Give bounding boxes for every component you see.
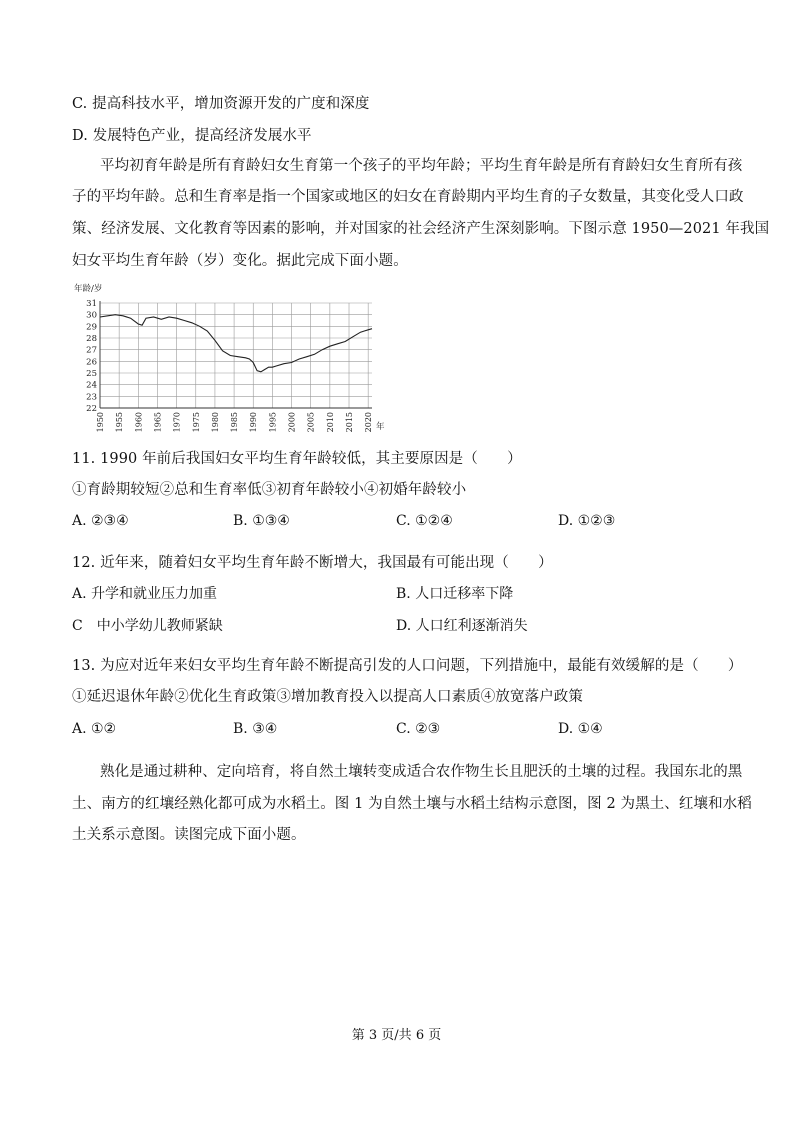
passage-1-line-2: 子的平均年龄。总和生育率是指一个国家或地区的妇女在育龄期内平均生育的子女数量，其变化受人口政 (72, 189, 744, 205)
y-tick-labels (86, 299, 97, 414)
x-tick-label-8: 1990 (249, 412, 259, 432)
x-tick-label-7: 1985 (230, 412, 240, 432)
q12-stem: 12. 近年来，随着妇女平均生育年龄不断增大，我国最有可能出现（ ） (72, 555, 553, 571)
q13-option-a: A. ①② (72, 721, 117, 737)
chart-grid (100, 303, 372, 408)
x-tick-label-5: 1975 (191, 412, 201, 432)
y-axis-label: 年龄/岁 (74, 284, 103, 294)
x-tick-label-2: 1960 (134, 412, 144, 432)
x-tick-label-14: 2020 (364, 412, 374, 432)
y-tick-label-5: 27 (86, 345, 97, 356)
y-tick-label-1: 23 (86, 392, 97, 403)
passage-2-line-3: 土关系示意图。读图完成下面小题。 (72, 827, 306, 843)
x-tick-label-10: 2000 (287, 412, 297, 432)
q11-option-b: B. ①③④ (233, 513, 290, 529)
q11-option-c: C. ①②④ (396, 513, 453, 529)
x-tick-labels (96, 412, 373, 432)
chart-axes (100, 301, 372, 408)
passage-1-line-1: 平均初育年龄是所有育龄妇女生育第一个孩子的平均年龄；平均生育年龄是所有育龄妇女生育所有孩 (100, 158, 743, 174)
y-tick-label-9: 31 (86, 299, 97, 309)
y-tick-label-6: 28 (86, 334, 97, 344)
x-tick-label-11: 2005 (306, 412, 316, 432)
q12-option-d: D. 人口红利逐渐消失 (396, 618, 528, 634)
option-d: D. 发展特色产业，提高经济发展水平 (72, 128, 312, 144)
x-tick-label-1: 1955 (115, 412, 125, 432)
y-tick-label-4: 26 (86, 357, 97, 368)
q11-option-d: D. ①②③ (558, 513, 616, 529)
q12-option-a: A. 升学和就业压力加重 (72, 586, 218, 602)
x-tick-label-6: 1980 (210, 412, 220, 432)
passage-1-line-4: 妇女平均生育年龄（岁）变化。据此完成下面小题。 (72, 253, 408, 269)
q13-option-b: B. ③④ (233, 721, 278, 737)
q12-option-b: B. 人口迁移率下降 (396, 586, 514, 602)
passage-1-line-3: 策、经济发展、文化教育等因素的影响，并对国家的社会经济产生深刻影响。下图示意 1950—2021 年我国 (72, 221, 770, 237)
x-tick-label-0: 1950 (96, 412, 105, 432)
q13-option-c: C. ②③ (396, 721, 441, 737)
option-c: C. 提高科技水平，增加资源开发的广度和深度 (72, 96, 370, 112)
y-tick-label-7: 29 (86, 322, 97, 333)
y-tick-label-0: 22 (86, 404, 97, 414)
q13-items: ①延迟退休年龄②优化生育政策③增加教育投入以提高人口素质④放宽落户政策 (72, 689, 583, 705)
y-tick-label-2: 24 (86, 380, 97, 391)
x-axis-label: 年 (376, 422, 385, 432)
passage-2-line-2: 土、南方的红壤经熟化都可成为水稻土。图 1 为自然土壤与水稻土结构示意图，图 2 为黑土、红壤和水稻 (72, 796, 752, 812)
q11-items: ①育龄期较短②总和生育率低③初育年龄较小④初婚年龄较小 (72, 482, 467, 498)
q13-stem: 13. 为应对近年来妇女平均生育年龄不断提高引发的人口问题，下列措施中，最能有效缓解的是（ ） (72, 658, 743, 674)
x-tick-label-12: 2010 (325, 412, 335, 432)
y-tick-label-8: 30 (86, 310, 97, 321)
q11-stem: 11. 1990 年前后我国妇女平均生育年龄较低，其主要原因是（ ） (72, 451, 522, 467)
series-line (100, 315, 372, 372)
y-tick-label-3: 25 (86, 369, 97, 379)
q13-option-d: D. ①④ (558, 721, 603, 737)
passage-2-line-1: 熟化是通过耕种、定向培育，将自然土壤转变成适合农作物生长且肥沃的土壤的过程。我国东北的黑 (100, 764, 743, 780)
q12-option-c: C 中小学幼儿教师紧缺 (72, 618, 223, 634)
x-tick-label-3: 1965 (153, 412, 163, 432)
x-tick-label-9: 1995 (268, 412, 278, 432)
q11-option-a: A. ②③④ (72, 513, 129, 529)
x-tick-label-13: 2015 (345, 412, 355, 432)
x-tick-label-4: 1970 (172, 412, 182, 432)
page-number: 第 3 页/共 6 页 (351, 1028, 442, 1043)
age-line-chart (70, 282, 400, 432)
